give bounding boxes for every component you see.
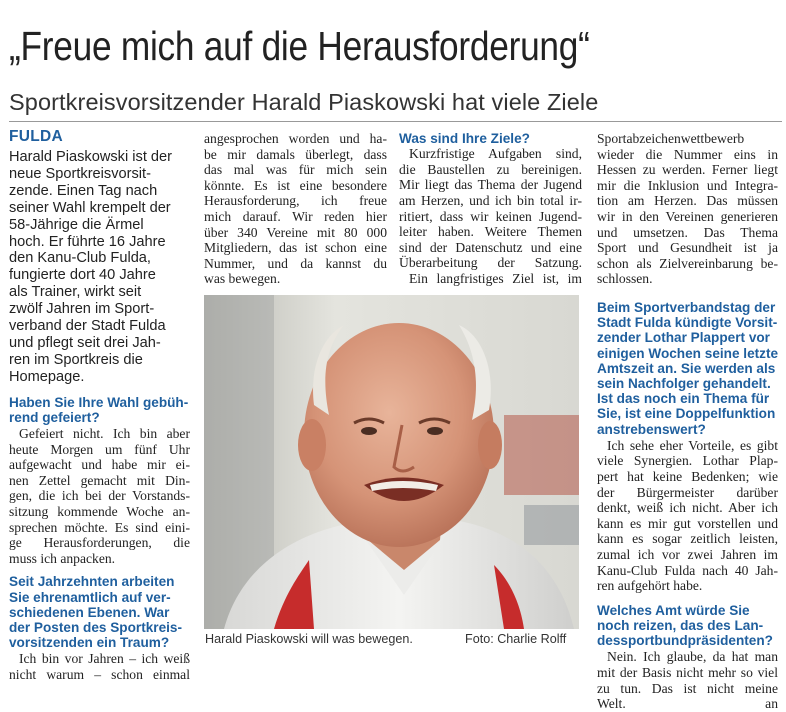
lead-paragraph <box>9 149 190 386</box>
text-line: Kurzfristige Aufgaben sind, <box>409 146 582 162</box>
text-line: als Trainer, wirkt seit <box>9 284 142 301</box>
text-line: ritiert, dass wir keinen Jugend- <box>399 208 582 224</box>
text-line: Harald Piaskowski ist der <box>9 149 173 165</box>
text-line: angesprochen worden und ha- <box>204 131 387 146</box>
text-line: Welches Amt würde Sie <box>597 602 750 618</box>
text-line: einigen Wochen seine letzte <box>597 345 779 361</box>
text-line: neue Sportkreisvorsit- <box>9 165 151 182</box>
text-line: Ein langfristiges Ziel ist, im <box>409 270 582 286</box>
text-line: Sie ehrenamtlich auf ver- <box>9 589 171 605</box>
text-line: zu tun. Das ist nicht meine <box>597 680 778 696</box>
text-line: sitzung kommende Woche an- <box>9 504 190 520</box>
text-line: die Baustellen zu bereinigen. <box>399 161 582 177</box>
text-line: mir die Inklusion und Integra- <box>597 177 778 193</box>
text-line: Ich bin vor Jahren – ich weiß <box>19 651 190 667</box>
text-line: und pflegt seit drei Jah- <box>9 334 161 351</box>
text-line: was bewegen. <box>204 271 281 287</box>
text-line: ren im Sportkreis die <box>9 351 143 368</box>
text-line: Gefeiert nicht. Ich bin aber <box>19 426 190 442</box>
text-line: wieder die Nummer eins in <box>597 146 778 162</box>
text-line: pert hat keine Bedenken; wie <box>597 468 778 484</box>
text-line: gen, die ich bei der Vorstands- <box>9 488 190 504</box>
answer-1 <box>9 426 190 566</box>
answer-4 <box>597 438 778 594</box>
text-line: schlossen. <box>597 271 653 287</box>
text-line: Sportabzeichenwettbewerb <box>597 131 745 146</box>
text-line: tion am Herzen. Das müssen <box>597 193 778 209</box>
text-line: Beim Sportverbandstag der <box>597 299 776 315</box>
text-line: Kanu-Club Fulda nach 40 Jah- <box>597 562 778 578</box>
text-line: schiedenen Ebenen. War <box>9 604 170 620</box>
text-line: zumal ich vor zwei Jahren im <box>597 546 778 562</box>
text-line: viele Synergien. Lothar Plap- <box>597 453 778 469</box>
text-line: fungierte dort 40 Jahre <box>9 267 156 284</box>
text-line: kann es sogar zeitlich leisten, <box>597 531 778 547</box>
text-line: schon als Zielvereinbarung be- <box>597 255 778 271</box>
text-line: Seit Jahrzehnten arbeiten <box>9 574 175 590</box>
text-line: heute Morgen um fünf Uhr <box>9 441 190 457</box>
text-line: über 340 Vereine mit 80 000 <box>204 224 387 240</box>
text-line: nen Zettel gemacht mit Din- <box>9 472 190 488</box>
text-line: anstrebenswert? <box>597 421 706 437</box>
text-line: nicht warum – schon einmal <box>9 667 190 683</box>
text-line: Überarbeitung der Satzung. <box>399 255 582 271</box>
text-line: vorsitzenden ein Traum? <box>9 635 170 651</box>
text-line: und umsetzen. Das Thema <box>597 224 778 240</box>
text-line: ren aufgehört habe. <box>597 578 703 594</box>
text-line: noch reizen, das des Lan- <box>597 617 764 633</box>
text-line: Sport und Gesundheit ist ja <box>597 240 778 256</box>
text-line: seiner Wahl krempelt der <box>9 199 171 216</box>
text-line: sind der Datenschutz und eine <box>399 239 582 255</box>
text-line: mich darauf. Wir reden hier <box>204 208 387 224</box>
text-line: mit der Basis nicht mehr so viel <box>597 664 778 680</box>
text-line: der Posten des Sportkreis- <box>9 620 182 636</box>
text-line: muss ich anpacken. <box>9 550 116 566</box>
column-2 <box>204 131 387 287</box>
column-3 <box>399 131 582 287</box>
text-line: aufgewacht und habe mir ei- <box>9 457 190 473</box>
text-line: das mal was für mich sein <box>204 162 387 178</box>
text-line: Homepage. <box>9 368 85 385</box>
text-line: ge Herausforderungen, die <box>9 535 190 551</box>
text-line: den Kanu-Club Fulda, <box>9 250 151 267</box>
text-line: sein Nachfolger gehandelt. <box>597 375 771 391</box>
text-line: Amtszeit an. Sie werden als <box>597 360 776 376</box>
text-line: sprechen möchte. Es sind eini- <box>9 519 190 535</box>
text-line: am Herzen, und ich bin total ir- <box>399 192 582 208</box>
question-1 <box>9 395 190 425</box>
text-line: 58-Jährige die Ärmel <box>9 216 144 233</box>
text-line: dessportbundpräsidenten? <box>597 633 773 649</box>
text-line: Nummer, und da kannst du <box>204 255 387 271</box>
headline: „Freue mich auf die Herausforderung“ <box>9 23 590 69</box>
text-line: denkt, weiß ich nicht. Aber ich <box>597 500 778 516</box>
column-4 <box>597 131 778 712</box>
text-line: Haben Sie Ihre Wahl gebüh- <box>9 394 189 410</box>
question-4 <box>597 300 778 437</box>
text-line: hoch. Er führte 16 Jahre <box>9 233 166 250</box>
answer-5 <box>597 649 778 711</box>
text-line: zwölf Jahren im Sport- <box>9 301 155 318</box>
text-line: Was sind Ihre Ziele? <box>399 131 530 146</box>
text-line: Hessen zu werden. Ferner liegt <box>597 162 778 178</box>
text-line: rend gefeiert? <box>9 409 100 425</box>
text-line: Ist das noch ein Thema für <box>597 391 770 407</box>
text-line: wir in den Vereinen generieren <box>597 208 778 224</box>
photo-caption: Harald Piaskowski will was bewegen. <box>205 632 413 646</box>
text-line: der Bürgermeister darüber <box>597 484 778 500</box>
text-line: zender Lothar Plappert vor <box>597 330 770 346</box>
question-2 <box>9 574 190 650</box>
text-line: Welt. an <box>597 696 778 712</box>
text-line: Stadt Fulda kündigte Vorsit- <box>597 315 778 331</box>
answer-2-continued <box>204 131 387 287</box>
photo-credit: Foto: Charlie Rolff <box>465 632 567 646</box>
text-line: kann es mir gut vorstellen und <box>597 515 778 531</box>
text-line: Sie, ist eine Doppelfunktion <box>597 406 776 422</box>
text-line: könnte. Es ist eine besondere <box>204 177 387 193</box>
text-line: Ich sehe eher Vorteile, es gibt <box>607 437 778 453</box>
column-1 <box>9 128 190 683</box>
text-line: verband der Stadt Fulda <box>9 318 166 335</box>
question-5 <box>597 603 778 649</box>
portrait-photo <box>204 295 579 629</box>
answer-3 <box>399 146 582 286</box>
answer-3-continued <box>597 131 778 287</box>
subheadline: Sportkreisvorsitzender Harald Piaskowski hat viele Ziele <box>9 89 599 115</box>
location-label: FULDA <box>9 128 64 145</box>
divider <box>9 121 782 122</box>
text-line: leiter haben. Weitere Themen <box>399 224 582 240</box>
answer-2 <box>9 651 190 682</box>
text-line: Mir liegt das Thema der Jugend <box>399 177 582 193</box>
question-3 <box>399 131 582 146</box>
text-line: zende. Einen Tag nach <box>9 182 158 199</box>
text-line: Nein. Ich glaube, da hat man <box>607 649 778 665</box>
text-line: Herausforderung, ich freue <box>204 193 387 209</box>
text-line: be mir damals überlegt, dass <box>204 146 387 162</box>
text-line: Mitgliedern, das ist schon eine <box>204 240 387 256</box>
